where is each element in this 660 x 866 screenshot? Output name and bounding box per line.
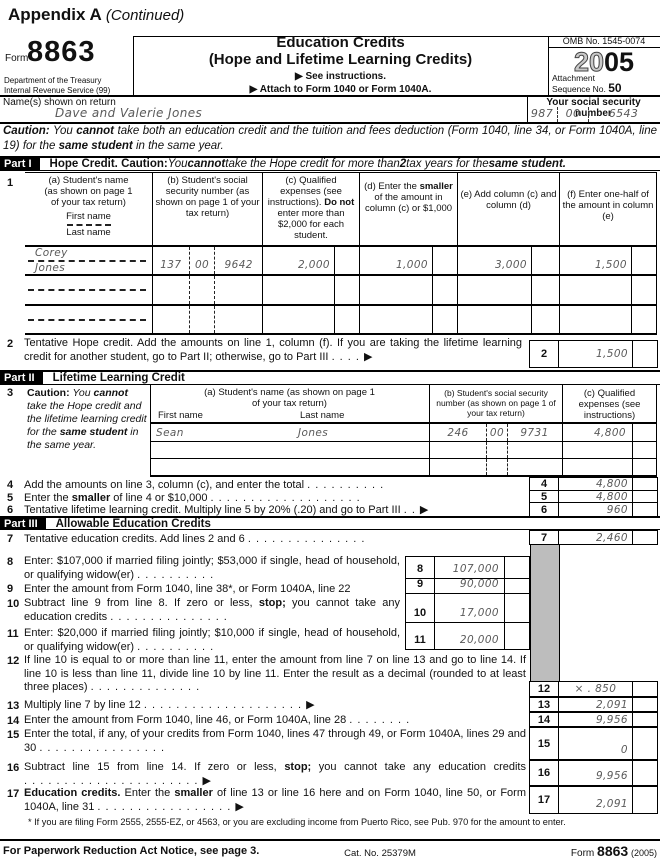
line8-value-box: 8 107,000 (406, 557, 529, 579)
leader-dots: . . . . . . . . . . . . . . . . (39, 741, 166, 754)
first-name-label: First name (66, 211, 111, 222)
line2-number: 2 (7, 338, 14, 350)
line2-value: 1,500 (559, 341, 633, 367)
form-title-line1: Education Credits (276, 34, 405, 51)
form-title-block (133, 34, 548, 96)
catalog-number: Cat. No. 25379M (344, 848, 416, 859)
line14-text: Enter the amount from Form 1040, line 46, or Form 1040A, line 28 . . . . . . . . (24, 714, 411, 726)
leader-dots: . . . . . . . . . . . . . . . (247, 533, 366, 545)
line14-value: 9,956 (559, 713, 633, 726)
leader-dots: . . ▶ (403, 504, 430, 516)
line11-text: Enter: $20,000 if married filing jointly; $10,000 if single, head of household, or qualifying widow(er) . . . . . . . . . . (24, 627, 400, 653)
line7-text: Tentative education credits. Add lines 2 and 6 . . . . . . . . . . . . . . . (24, 533, 366, 545)
student-row (25, 306, 657, 335)
part1-label: Part I (0, 158, 40, 170)
see-instructions-note: ▶ See instructions. (294, 71, 387, 82)
agency-line2: Internal Revenue Service (99) (4, 85, 111, 95)
line15-value: 0 (559, 728, 633, 759)
line13-text: Multiply line 7 by line 12 . . . . . . . . . . . . . . . . . . . . ▶ (24, 699, 316, 711)
lines8-11-box (405, 556, 530, 650)
form-word: Form (5, 53, 29, 64)
line5-value: 4,800 (559, 491, 633, 502)
qualified-expenses-value: 2,000 (263, 247, 335, 274)
leader-dots: . . . . . . . . . . (137, 568, 215, 581)
line9-number: 9 (7, 583, 14, 595)
form-title-line2: (Hope and Lifetime Learning Credits) (208, 51, 473, 68)
col-c-header: (c) Qualified expenses (see instructions) (563, 385, 657, 422)
first-name-label: First name (158, 410, 203, 421)
line8-number: 8 (7, 556, 14, 568)
line9-text: Enter the amount from Form 1040, line 38*, or Form 1040A, line 22 (24, 583, 351, 595)
leader-dots: . . . . . . . . . . . . . . . . . . . (210, 492, 361, 504)
shaded-area (530, 545, 560, 681)
name-label: Name(s) shown on return (3, 97, 116, 108)
line10-number: 10 (7, 598, 20, 610)
line1-number: 1 (7, 177, 14, 189)
last-name-label: Last name (66, 227, 111, 238)
top-caution: Caution: You cannot take both an education credit and the tuition and fees deduction (Form 1040, line 34, or Form 1040A, line 19) for the same student in the same year. (3, 125, 657, 152)
tax-year (548, 49, 660, 76)
agency-line1: Department of the Treasury (4, 76, 102, 85)
sum-cd-value: 3,000 (458, 247, 532, 274)
line14-value-box: 14 9,956 (529, 712, 658, 727)
sequence-number: 50 (608, 81, 622, 95)
line17-value: 2,091 (559, 787, 633, 813)
line14-number: 14 (7, 715, 20, 727)
line12-value-box: 12 × . 850 (529, 681, 658, 697)
line4-number: 4 (7, 479, 14, 491)
line16-value-box: 16 9,956 (529, 760, 658, 786)
student-last-name: Jones (35, 262, 66, 274)
part1-heading: Hope Credit. Caution: You cannot take the Hope credit for more than 2 tax years for the same student. (49, 158, 566, 170)
leader-dots: . . . . ▶ (331, 350, 374, 363)
col-b-header: (b) Student's social security number (as shown on page 1 of your tax return) (153, 173, 263, 245)
part2-table-header (150, 385, 657, 424)
line2-value-box: 2 1,500 (529, 340, 658, 368)
line5-text: Enter the smaller of line 4 or $10,000 . . . . . . . . . . . . . . . . . . . (24, 492, 361, 504)
line7-value: 2,460 (559, 531, 633, 544)
line7-number: 7 (7, 533, 14, 545)
paperwork-notice: For Paperwork Reduction Act Notice, see page 3. (3, 845, 260, 857)
attach-note: ▶ Attach to Form 1040 or Form 1040A. (249, 83, 432, 95)
last-name-label: Last name (300, 410, 345, 421)
col-b-header: (b) Student's social security number (as shown on page 1 of your tax return) (430, 385, 563, 422)
ll-student-row (150, 424, 657, 442)
col-a-header: (a) Student's name (as shown on page 1 of your tax return) First name Last name (25, 173, 153, 245)
line3-caution: Caution: You cannot take the Hope credit and the lifetime learning credit for the same student in the same year. (27, 387, 147, 451)
appendix-title: Appendix A (8, 5, 102, 24)
part3-label: Part III (0, 518, 46, 529)
part1-table-header (25, 172, 657, 247)
line3-number: 3 (7, 387, 14, 399)
leader-dots: . . . . . . . . . . . . . . . . . . . . . . ▶ (24, 774, 212, 787)
line6-number: 6 (7, 504, 14, 516)
col-f-header: (f) Enter one-half of the amount in column (e) (560, 173, 657, 245)
student-row (25, 276, 657, 306)
line5-number: 5 (7, 492, 14, 504)
footer-form-id: Form 8863 (2005) (570, 843, 657, 859)
line13-value: 2,091 (559, 698, 633, 711)
student-first-name: Corey (35, 247, 68, 259)
part1-bar (0, 156, 660, 171)
line11-value: 20,000 (435, 623, 505, 649)
line9-value-box: 9 90,000 (406, 579, 529, 594)
student-name-cell (25, 247, 153, 274)
line10-text: Subtract line 9 from line 8. If zero or less, stop; you cannot take any education credits . . . . . . . . . . . . . . . (24, 597, 400, 623)
col-a-header: (a) Student's name (as shown on page 1 of your tax return) First name Last name (150, 385, 430, 422)
footnote: * If you are filing Form 2555, 2555-EZ, or 4563, or you are excluding income from Puerto Rico, see Pub. 970 for the amount to enter. (28, 817, 566, 827)
leader-dots: . . . . . . . . (349, 714, 411, 726)
col-e-header: (e) Add column (c) and column (d) (458, 173, 560, 245)
leader-dots: . . . . . . . . . . (137, 640, 215, 653)
taxpayer-ssn-value: 987 00 6543 (527, 107, 658, 122)
omb-number: OMB No. 1545-0074 (562, 36, 646, 46)
line15-value-box: 15 0 (529, 727, 658, 760)
year-outline: 20 (573, 47, 604, 77)
line2-text: Tentative Hope credit. Add the amounts on line 1, column (f). If you are taking the lifetime learning credit for another student, go to Part II; otherwise, go to Part III . . . . ▶ (24, 337, 522, 363)
line17-text: Education credits. Enter the smaller of line 13 or line 16 here and on Form 1040, line 50, or Form 1040A, line 31 . . . . . . . . . . . . . . . . . ▶ (24, 787, 526, 813)
attachment-sequence: Attachment Sequence No. 50 (552, 73, 622, 95)
leader-dots: . . . . . . . . . . . . . . . . . ▶ (97, 800, 245, 813)
line17-value-box: 17 2,091 (529, 786, 658, 814)
grid-line (0, 839, 660, 841)
part2-bar (0, 370, 660, 385)
student-row (25, 247, 657, 276)
appendix-continued: (Continued) (105, 7, 185, 24)
line12-value: × . 850 (559, 682, 633, 696)
line17-number: 17 (7, 788, 20, 800)
year-bold: 05 (604, 47, 635, 77)
ssn-label: Your social security number (546, 97, 641, 119)
line10-value: 17,000 (435, 594, 505, 622)
taxpayer-name-value: Dave and Valerie Jones (55, 106, 203, 120)
name-separator (67, 224, 111, 226)
col-c-header: (c) Qualified expenses (see instructions). Do not enter more than $2,000 for each student. (263, 173, 360, 245)
student-ssn-cell: 246 00 9731 (430, 424, 563, 441)
line5-value-box: 5 4,800 (529, 490, 658, 503)
line6-value-box: 6 960 (529, 502, 658, 517)
smaller-amount-value: 1,000 (360, 247, 433, 274)
line4-value: 4,800 (559, 478, 633, 490)
line6-text: Tentative lifetime learning credit. Multiply line 5 by 20% (.20) and go to Part III . . ▶ (24, 504, 430, 516)
line13-value-box: 13 2,091 (529, 697, 658, 712)
line16-number: 16 (7, 762, 20, 774)
part2-label: Part II (0, 372, 43, 384)
line6-value: 960 (559, 503, 633, 516)
ll-student-row (150, 442, 657, 459)
line9-value: 90,000 (435, 579, 505, 593)
line11-number: 11 (7, 628, 19, 640)
leader-dots: . . . . . . . . . . . . . . (90, 681, 201, 693)
name-separator (28, 289, 146, 291)
qualified-expenses-value: 4,800 (563, 424, 633, 441)
student-first-name: Sean (156, 427, 184, 439)
one-half-value: 1,500 (560, 247, 632, 274)
line7-value-box: 7 2,460 (529, 530, 658, 545)
part3-bar (0, 516, 660, 530)
page-title (8, 5, 184, 25)
line4-value-box: 4 4,800 (529, 477, 658, 491)
line16-value: 9,956 (559, 761, 633, 785)
line16-text: Subtract line 15 from line 14. If zero or less, stop; you cannot take any education credits . . . . . . . . . . . . . . . . . . . . . . ▶ (24, 761, 526, 787)
leader-dots: . . . . . . . . . . . . . . . . . . . . ▶ (143, 699, 316, 711)
student-ssn-cell: 137 00 9642 (153, 247, 263, 274)
line15-text: Enter the total, if any, of your credits from Form 1040, lines 47 through 49, or Form 1040A, lines 29 and 30 . . . . . . . . . . . . . . . . (24, 728, 526, 754)
line8-value: 107,000 (435, 557, 505, 578)
line15-number: 15 (7, 729, 20, 741)
line11-value-box: 11 20,000 (406, 623, 529, 649)
line10-value-box: 10 17,000 (406, 594, 529, 623)
part2-heading: Lifetime Learning Credit (52, 372, 185, 384)
col-d-header: (d) Enter the smaller of the amount in column (c) or $1,000 (360, 173, 458, 245)
part3-heading: Allowable Education Credits (55, 517, 211, 530)
line12-text: If line 10 is equal to or more than line 11, enter the amount from line 7 on line 13 and go to line 14. If line 10 is less than line 11, divide line 10 by line 11. Enter the result as a decimal (rounded to at least three places) . . . . . . . . . . . . . . (24, 654, 526, 693)
line4-text: Add the amounts on line 3, column (c), and enter the total . . . . . . . . . . (24, 479, 385, 491)
form-number: 8863 (27, 36, 96, 68)
leader-dots: . . . . . . . . . . (307, 479, 385, 491)
name-separator (28, 319, 146, 321)
leader-dots: . . . . . . . . . . . . . . . (110, 610, 228, 623)
agency-block (4, 76, 110, 95)
line13-number: 13 (7, 700, 20, 712)
ll-student-row (150, 459, 657, 477)
student-last-name: Jones (298, 427, 329, 439)
line8-text: Enter: $107,000 if married filing jointly; $53,000 if single, head of household, or qualifying widow(er) . . . . . . . . . . (24, 555, 400, 581)
line12-number: 12 (7, 655, 20, 667)
